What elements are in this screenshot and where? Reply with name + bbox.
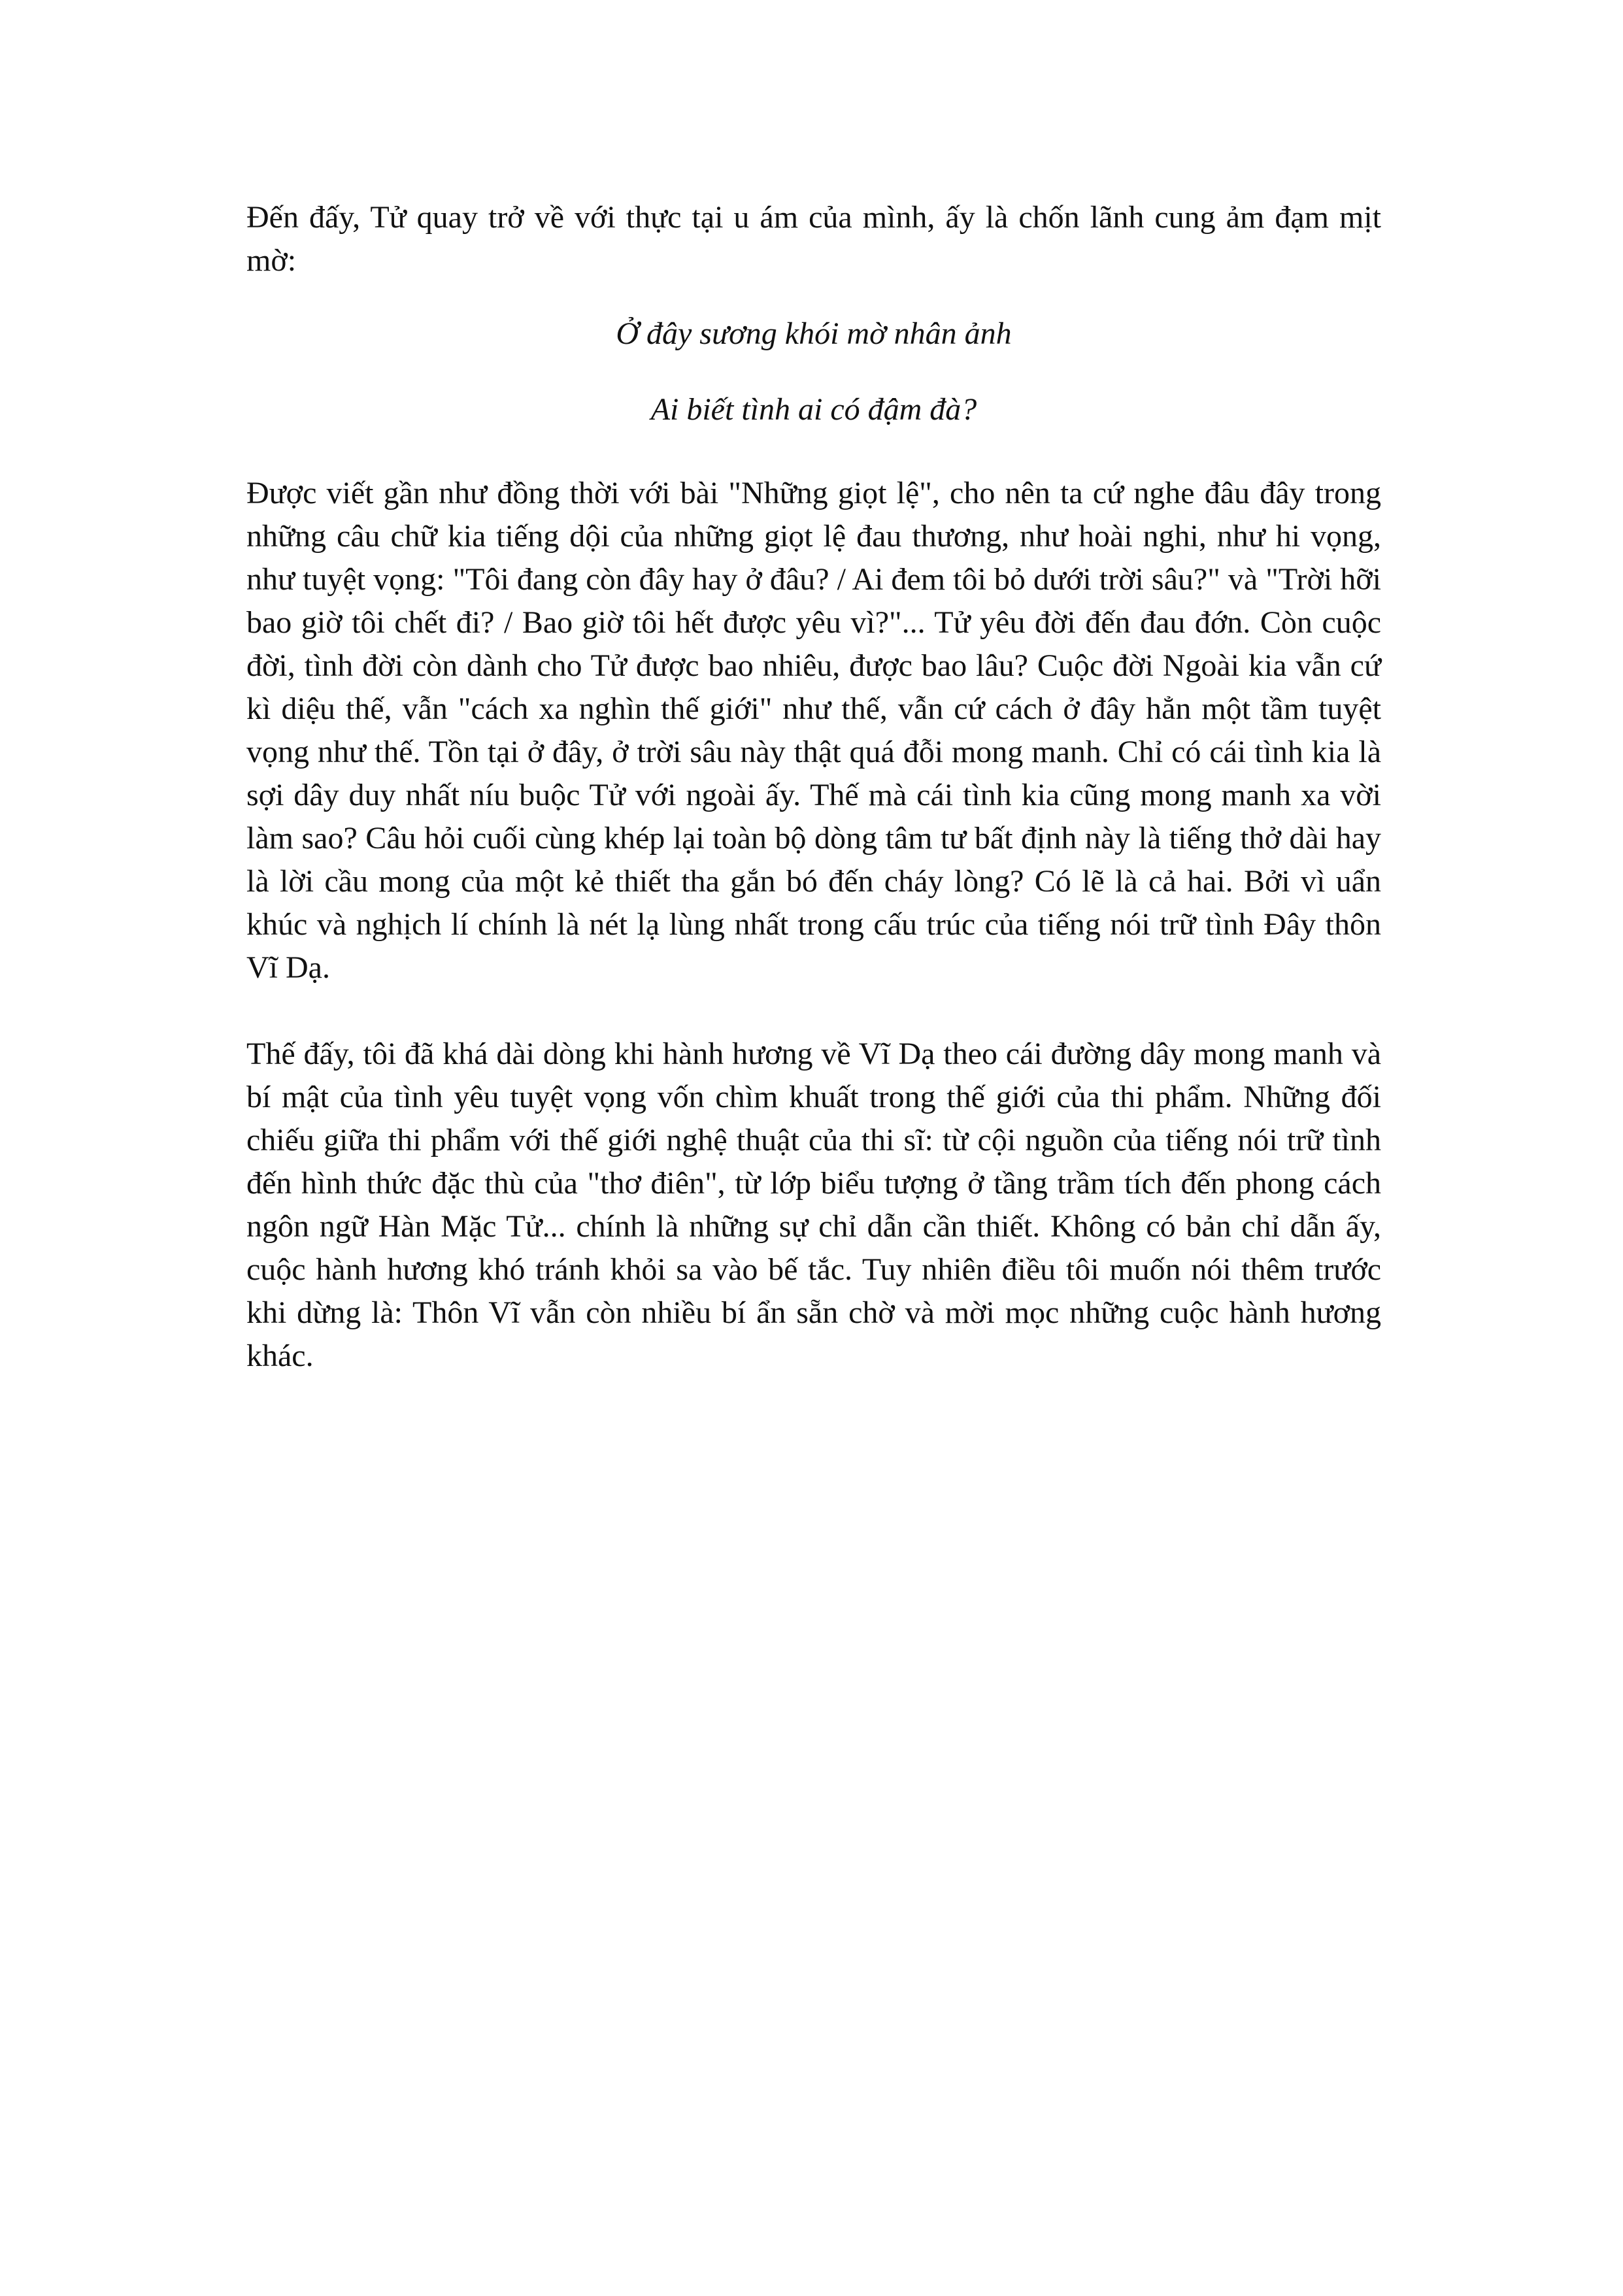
body-paragraph-2: Thế đấy, tôi đã khá dài dòng khi hành hương về Vĩ Dạ theo cái đường dây mong manh và bí mật của tình yêu tuyệt vọng vốn chìm khuất trong thế giới của thi phẩm. Những đối chiếu giữa thi phẩm với thế giới nghệ thuật của thi sĩ: từ cội nguồn của tiếng nói trữ tình đến hình thức đặc thù của "thơ điên", từ lớp biểu tượng ở tầng trầm tích đến phong cách ngôn ngữ Hàn Mặc Tử... chính là những sự chỉ dẫn cần thiết. Không có bản chỉ dẫn ấy, cuộc hành hương khó tránh khỏi sa vào bế tắc. Tuy nhiên điều tôi muốn nói thêm trước khi dừng là: Thôn Vĩ vẫn còn nhiều bí ẩn sẵn chờ và mời mọc những cuộc hành hương khác. [246, 1037, 1381, 1373]
poem-quote [246, 312, 1381, 431]
poem-line-1: Ở đây sương khói mờ nhân ảnh [616, 316, 1012, 351]
document-body [246, 196, 1381, 1421]
intro-paragraph: Đến đấy, Tử quay trở về với thực tại u ám của mình, ấy là chốn lãnh cung ảm đạm mịt mờ: [246, 200, 1381, 278]
poem-line-2: Ai biết tình ai có đậm đà? [650, 392, 977, 427]
body-paragraph-1: Được viết gần như đồng thời với bài "Những giọt lệ", cho nên ta cứ nghe đâu đây trong những câu chữ kia tiếng dội của những giọt lệ đau thương, như hoài nghi, như hi vọng, như tuyệt vọng: "Tôi đang còn đây hay ở đâu? / Ai đem tôi bỏ dưới trời sâu?" và "Trời hỡi bao giờ tôi chết đi? / Bao giờ tôi hết được yêu vì?"... Tử yêu đời đến đau đớn. Còn cuộc đời, tình đời còn dành cho Tử được bao nhiêu, được bao lâu? Cuộc đời Ngoài kia vẫn cứ kì diệu thế, vẫn "cách xa nghìn thế giới" như thế, vẫn cứ cách ở đây hẳn một tầm tuyệt vọng như thế. Tồn tại ở đây, ở trời sâu này thật quá đỗi mong manh. Chỉ có cái tình kia là sợi dây duy nhất níu buộc Tử với ngoài ấy. Thế mà cái tình kia cũng mong manh xa vời làm sao? Câu hỏi cuối cùng khép lại toàn bộ dòng tâm tư bất định này là tiếng thở dài hay là lời cầu mong của một kẻ thiết tha gắn bó đến cháy lòng? Có lẽ là cả hai. Bởi vì uẩn khúc và nghịch lí chính là nét lạ lùng nhất trong cấu trúc của tiếng nói trữ tình Đây thôn Vĩ Dạ. [246, 476, 1381, 985]
